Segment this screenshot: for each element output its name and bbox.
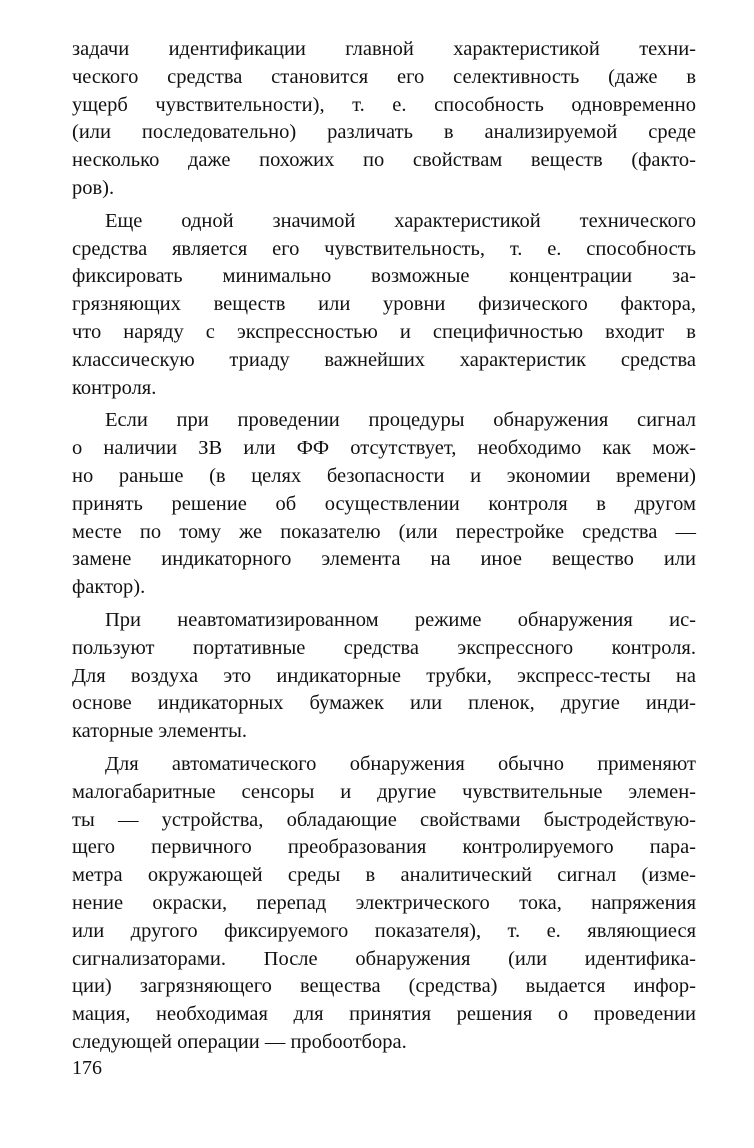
text-line: классическую триаду важнейших характеристик средства (72, 348, 696, 371)
text-line: несколько даже похожих по свойствам веществ (факто- (72, 149, 696, 172)
body-text (72, 36, 696, 1057)
paragraph (72, 208, 696, 403)
text-line: метра окружающей среды в аналитический сигнал (изме- (72, 864, 696, 887)
text-line: или другого фиксируемого показателя), т. е. являющиеся (72, 919, 696, 942)
text-line: средства является его чувствительность, т. е. способность (72, 237, 696, 260)
text-line: (или последовательно) различать в анализируемой среде (72, 121, 696, 144)
paragraph (72, 36, 696, 203)
book-page (72, 36, 696, 1146)
text-line: основе индикаторных бумажек или пленок, другие инди- (72, 692, 696, 715)
text-line: сигнализаторами. После обнаружения (или идентифика- (72, 947, 696, 970)
text-line: грязняющих веществ или уровни физического фактора, (72, 293, 696, 316)
text-line: нение окраски, перепад электрического тока, напряжения (72, 891, 696, 914)
text-line: ции) загрязняющего вещества (средства) выдается инфор- (72, 975, 696, 998)
text-line: задачи идентификации главной характеристикой техни- (72, 38, 696, 60)
page-number: 176 (72, 1057, 102, 1079)
text-line: следующей операции — пробоотбора. (72, 1030, 407, 1053)
text-line: каторные элементы. (72, 720, 248, 743)
text-line: щего первичного преобразования контролируемого пара- (72, 836, 696, 859)
text-line: месте по тому же показателю (или перестройке средства — (72, 520, 696, 543)
text-line: Еще одной значимой характеристикой технического (105, 209, 696, 232)
text-line: фактор). (72, 576, 146, 599)
text-line: принять решение об осуществлении контроля в другом (72, 492, 696, 515)
text-line: ческого средства становится его селективность (даже в (72, 65, 696, 88)
text-line: ров). (72, 176, 115, 199)
text-line: Для автоматического обнаружения обычно применяют (105, 752, 696, 775)
paragraph (72, 751, 696, 1057)
text-line: замене индикаторного элемента на иное вещество или (72, 548, 696, 571)
paragraph (72, 407, 696, 602)
text-line: ты — устройства, обладающие свойствами быстродействую- (72, 808, 696, 831)
text-line: малогабаритные сенсоры и другие чувствительные элемен- (72, 780, 696, 803)
text-line: Для воздуха это индикаторные трубки, экспресс-тесты на (72, 664, 696, 687)
text-line: пользуют портативные средства экспрессного контроля. (72, 636, 696, 659)
text-line: фиксировать минимально возможные концентрации за- (72, 265, 696, 288)
text-line: При неавтоматизированном режиме обнаружения ис- (105, 608, 696, 631)
text-line: мация, необходимая для принятия решения о проведении (72, 1003, 696, 1026)
text-line: Если при проведении процедуры обнаружения сигнал (105, 409, 696, 432)
text-line: о наличии ЗВ или ФФ отсутствует, необходимо как мож- (72, 437, 696, 460)
text-line: контроля. (72, 376, 157, 399)
paragraph (72, 607, 696, 746)
text-line: но раньше (в целях безопасности и экономии времени) (72, 464, 696, 487)
text-line: ущерб чувствительности), т. е. способность одновременно (72, 93, 696, 116)
text-line: что наряду с экспрессностью и специфичностью входит в (72, 320, 696, 343)
